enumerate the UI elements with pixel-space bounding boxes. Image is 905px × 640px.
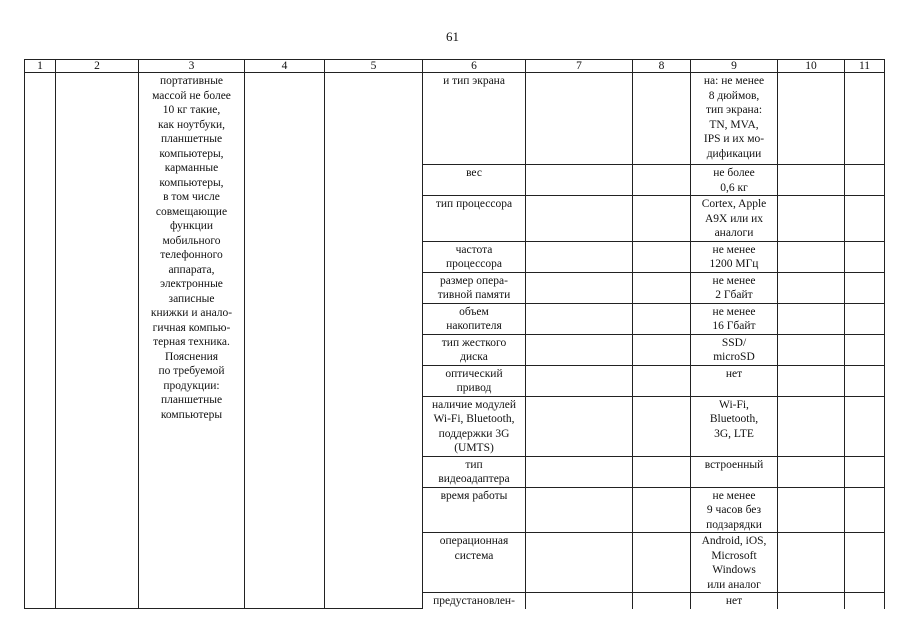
product-description	[139, 73, 245, 609]
cell-line: мобильного	[162, 234, 221, 247]
col-7-cell	[526, 165, 633, 196]
characteristic-name	[423, 303, 526, 334]
characteristic-value	[691, 456, 778, 487]
cell-line: не более	[713, 167, 755, 179]
spec-table	[24, 59, 885, 609]
cell-line: 16 Гбайт	[712, 320, 756, 332]
cell-line: частота	[455, 243, 493, 256]
cell-line: система	[454, 549, 494, 562]
col-7-cell	[526, 196, 633, 242]
cell-line: Microsoft	[711, 549, 757, 562]
cell-line: 1200 МГц	[709, 258, 759, 270]
col-11-cell	[845, 241, 885, 272]
cell-line: оптический	[445, 367, 503, 380]
cell-line: Пояснения	[164, 350, 219, 363]
characteristic-name	[423, 272, 526, 303]
cell-line: объем	[459, 305, 489, 318]
col-7-cell	[526, 303, 633, 334]
cell-line: вес	[466, 167, 482, 179]
cell-line: не менее	[712, 243, 756, 256]
cell-line: на: не менее	[703, 75, 765, 87]
col-7-cell	[526, 272, 633, 303]
cell-line: Cortex, Apple	[701, 198, 767, 210]
characteristic-value	[691, 272, 778, 303]
cell-line: время работы	[440, 489, 508, 502]
col-7-cell	[526, 365, 633, 396]
cell-line: 9 часов без	[706, 504, 762, 516]
cell-line: Android, iOS,	[701, 535, 767, 547]
col-2-cell	[56, 73, 139, 609]
cell-line: Wi-Fi,	[719, 398, 749, 411]
col-7-cell	[526, 487, 633, 533]
cell-line: не менее	[712, 489, 756, 502]
col-10-cell	[778, 303, 845, 334]
characteristic-value	[691, 165, 778, 196]
col-8-cell	[633, 196, 691, 242]
column-header: 6	[423, 60, 526, 73]
cell-line: тивной памяти	[437, 289, 511, 301]
characteristic-name	[423, 396, 526, 456]
cell-line: тип	[465, 458, 483, 471]
col-11-cell	[845, 396, 885, 456]
cell-line: IPS и их мо-	[703, 133, 765, 145]
cell-line: видеоадаптера	[438, 473, 510, 485]
col-10-cell	[778, 456, 845, 487]
cell-line: процессора	[445, 258, 502, 270]
characteristic-name	[423, 593, 526, 609]
col-11-cell	[845, 593, 885, 609]
col-10-cell	[778, 365, 845, 396]
cell-line: наличие модулей	[432, 398, 516, 411]
column-header: 10	[778, 60, 845, 73]
cell-line: гичная компью-	[152, 321, 231, 334]
col-11-cell	[845, 73, 885, 165]
column-header: 2	[56, 60, 139, 73]
cell-line: подзарядки	[706, 518, 762, 531]
col-10-cell	[778, 165, 845, 196]
characteristic-value	[691, 533, 778, 593]
cell-line: терная техника.	[153, 336, 230, 348]
cell-line: нет	[725, 595, 743, 607]
cell-line: 2 Гбайт	[715, 289, 753, 301]
col-5-cell	[325, 73, 423, 609]
cell-line: телефонного	[160, 249, 223, 261]
col-10-cell	[778, 593, 845, 609]
cell-line: продукции:	[163, 379, 220, 392]
column-header: 4	[245, 60, 325, 73]
cell-line: 8 дюймов,	[708, 89, 760, 102]
cell-line: планшетные	[160, 133, 223, 145]
column-header: 5	[325, 60, 423, 73]
cell-line: карманные	[164, 162, 219, 174]
col-7-cell	[526, 533, 633, 593]
cell-line: тип процессора	[435, 198, 513, 210]
characteristic-value	[691, 241, 778, 272]
col-11-cell	[845, 365, 885, 396]
col-11-cell	[845, 196, 885, 242]
col-11-cell	[845, 272, 885, 303]
characteristic-value	[691, 334, 778, 365]
cell-line: аналоги	[714, 227, 754, 239]
cell-line: Wi-Fi, Bluetooth,	[433, 413, 515, 425]
cell-line: массой не более	[152, 89, 231, 102]
cell-line: по требуемой	[158, 365, 225, 377]
col-8-cell	[633, 272, 691, 303]
cell-line: размер опера-	[440, 274, 508, 287]
cell-line: SSD/	[721, 336, 747, 349]
cell-line: записные	[168, 292, 215, 305]
characteristic-name	[423, 487, 526, 533]
cell-line: не менее	[712, 305, 756, 318]
col-11-cell	[845, 533, 885, 593]
characteristic-name	[423, 334, 526, 365]
col-11-cell	[845, 303, 885, 334]
cell-line: диска	[460, 351, 488, 363]
col-10-cell	[778, 396, 845, 456]
cell-line: дификации	[706, 147, 762, 160]
cell-line: совмещающие	[155, 205, 228, 218]
characteristic-value	[691, 196, 778, 242]
characteristic-name	[423, 365, 526, 396]
column-header: 1	[25, 60, 56, 73]
cell-line: не менее	[712, 274, 756, 287]
col-7-cell	[526, 456, 633, 487]
cell-line: аппарата,	[168, 263, 215, 276]
cell-line: и тип экрана	[443, 75, 505, 87]
characteristic-name	[423, 533, 526, 593]
cell-line: электронные	[160, 278, 223, 290]
col-4-cell	[245, 73, 325, 609]
column-header: 9	[691, 60, 778, 73]
col-8-cell	[633, 303, 691, 334]
col-11-cell	[845, 165, 885, 196]
cell-line: 0,6 кг	[720, 181, 748, 194]
cell-line: компьютеры,	[159, 147, 224, 160]
characteristic-value	[691, 487, 778, 533]
col-8-cell	[633, 165, 691, 196]
cell-line: компьютеры,	[159, 176, 224, 189]
characteristic-name	[423, 456, 526, 487]
cell-line: портативные	[159, 75, 224, 87]
column-header: 3	[139, 60, 245, 73]
col-8-cell	[633, 593, 691, 609]
cell-line: компьютеры	[160, 408, 223, 421]
cell-line: в том числе	[163, 191, 220, 203]
cell-line: поддержки 3G	[438, 427, 510, 440]
cell-line: Windows	[712, 564, 756, 576]
cell-line: TN, MVA,	[709, 118, 759, 131]
page-number: 61	[446, 29, 459, 44]
characteristic-value	[691, 73, 778, 165]
col-8-cell	[633, 487, 691, 533]
characteristic-value	[691, 396, 778, 456]
table-row	[25, 73, 885, 165]
col-10-cell	[778, 241, 845, 272]
col-8-cell	[633, 533, 691, 593]
col-10-cell	[778, 73, 845, 165]
cell-line: накопителя	[446, 320, 502, 332]
col-10-cell	[778, 196, 845, 242]
col-10-cell	[778, 272, 845, 303]
cell-line: тип экрана:	[705, 104, 763, 116]
cell-line: (UMTS)	[454, 442, 494, 454]
col-8-cell	[633, 334, 691, 365]
cell-line: или аналог	[707, 578, 761, 591]
col-8-cell	[633, 365, 691, 396]
cell-line: привод	[456, 382, 492, 394]
cell-line: предустановлен-	[433, 595, 515, 607]
cell-line: Bluetooth,	[709, 413, 759, 425]
cell-line: тип жесткого	[441, 336, 507, 349]
cell-line: встроенный	[704, 458, 764, 471]
col-7-cell	[526, 241, 633, 272]
cell-line: нет	[725, 367, 743, 380]
cell-line: операционная	[439, 535, 509, 547]
col-10-cell	[778, 533, 845, 593]
header-row	[25, 60, 885, 73]
cell-line: как ноутбуки,	[157, 118, 225, 131]
cell-line: планшетные	[160, 394, 223, 406]
col-11-cell	[845, 456, 885, 487]
characteristic-value	[691, 365, 778, 396]
cell-line: 3G, LTE	[714, 427, 754, 440]
cell-line: книжки и анало-	[150, 307, 233, 319]
col-7-cell	[526, 334, 633, 365]
col-1-cell	[25, 73, 56, 609]
col-11-cell	[845, 334, 885, 365]
characteristic-name	[423, 165, 526, 196]
characteristic-name	[423, 196, 526, 242]
col-7-cell	[526, 593, 633, 609]
col-8-cell	[633, 456, 691, 487]
characteristic-value	[691, 303, 778, 334]
characteristic-value	[691, 593, 778, 609]
column-header: 11	[845, 60, 885, 73]
col-8-cell	[633, 73, 691, 165]
cell-line: A9X или их	[704, 212, 764, 225]
characteristic-name	[423, 241, 526, 272]
col-7-cell	[526, 396, 633, 456]
col-8-cell	[633, 396, 691, 456]
cell-line: 10 кг такие,	[162, 104, 221, 116]
col-11-cell	[845, 487, 885, 533]
cell-line: microSD	[713, 351, 755, 363]
col-10-cell	[778, 334, 845, 365]
cell-line: функции	[169, 220, 214, 232]
column-header: 7	[526, 60, 633, 73]
col-8-cell	[633, 241, 691, 272]
col-10-cell	[778, 487, 845, 533]
col-7-cell	[526, 73, 633, 165]
characteristic-name	[423, 73, 526, 165]
column-header: 8	[633, 60, 691, 73]
